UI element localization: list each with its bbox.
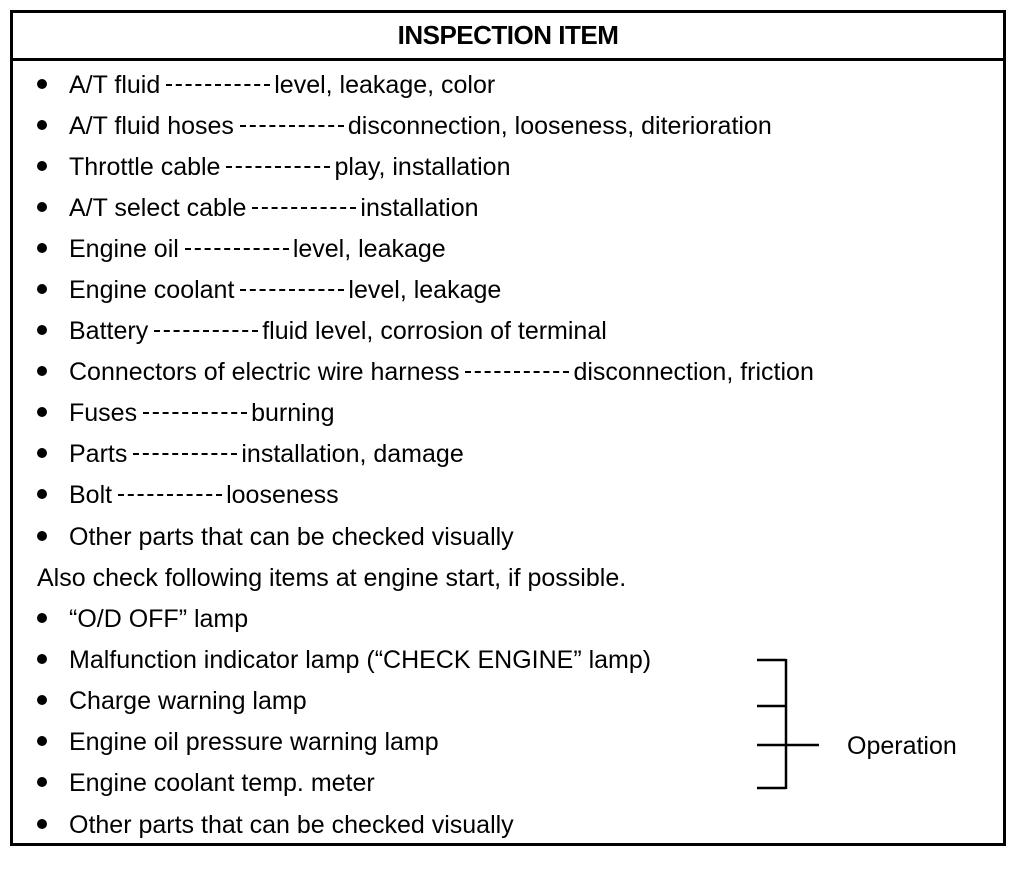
item-name: A/T select cable bbox=[69, 194, 247, 222]
item-detail: installation, damage bbox=[241, 440, 464, 468]
item-detail: disconnection, friction bbox=[573, 358, 814, 386]
item-name: Parts bbox=[69, 440, 128, 468]
item-name: Other parts that can be checked visually bbox=[69, 523, 514, 551]
item-name: Charge warning lamp bbox=[69, 687, 307, 715]
item-name: Malfunction indicator lamp (“CHECK ENGINE” lamp) bbox=[69, 646, 652, 674]
item-name: A/T fluid hoses bbox=[69, 112, 234, 140]
item-name: A/T fluid bbox=[69, 71, 161, 99]
item-detail: disconnection, looseness, diterioration bbox=[347, 112, 772, 140]
item-name: Engine coolant bbox=[69, 276, 235, 304]
item-detail: level, leakage bbox=[292, 235, 446, 263]
operation-bracket bbox=[13, 13, 1003, 843]
engine-start-note: Also check following items at engine start, if possible. bbox=[37, 564, 627, 592]
item-name: Bolt bbox=[69, 481, 113, 509]
item-name: “O/D OFF” lamp bbox=[69, 605, 249, 633]
item-detail: fluid level, corrosion of terminal bbox=[262, 317, 607, 345]
item-name: Fuses bbox=[69, 399, 138, 427]
table-header: INSPECTION ITEM bbox=[13, 13, 1003, 61]
inspection-table bbox=[10, 10, 1006, 846]
item-name: Battery bbox=[69, 317, 149, 345]
item-name: Engine oil bbox=[69, 235, 179, 263]
item-detail: burning bbox=[251, 399, 335, 427]
item-name: Connectors of electric wire harness bbox=[69, 358, 460, 386]
item-name: Engine oil pressure warning lamp bbox=[69, 728, 439, 756]
item-detail: level, leakage bbox=[348, 276, 502, 304]
item-name: Other parts that can be checked visually bbox=[69, 811, 514, 839]
item-detail: level, leakage, color bbox=[274, 71, 496, 99]
item-name: Engine coolant temp. meter bbox=[69, 769, 375, 797]
item-detail: play, installation bbox=[334, 153, 511, 181]
item-detail: looseness bbox=[226, 481, 339, 509]
operation-label: Operation bbox=[847, 732, 957, 760]
item-detail: installation bbox=[360, 194, 479, 222]
item-name: Throttle cable bbox=[69, 153, 221, 181]
